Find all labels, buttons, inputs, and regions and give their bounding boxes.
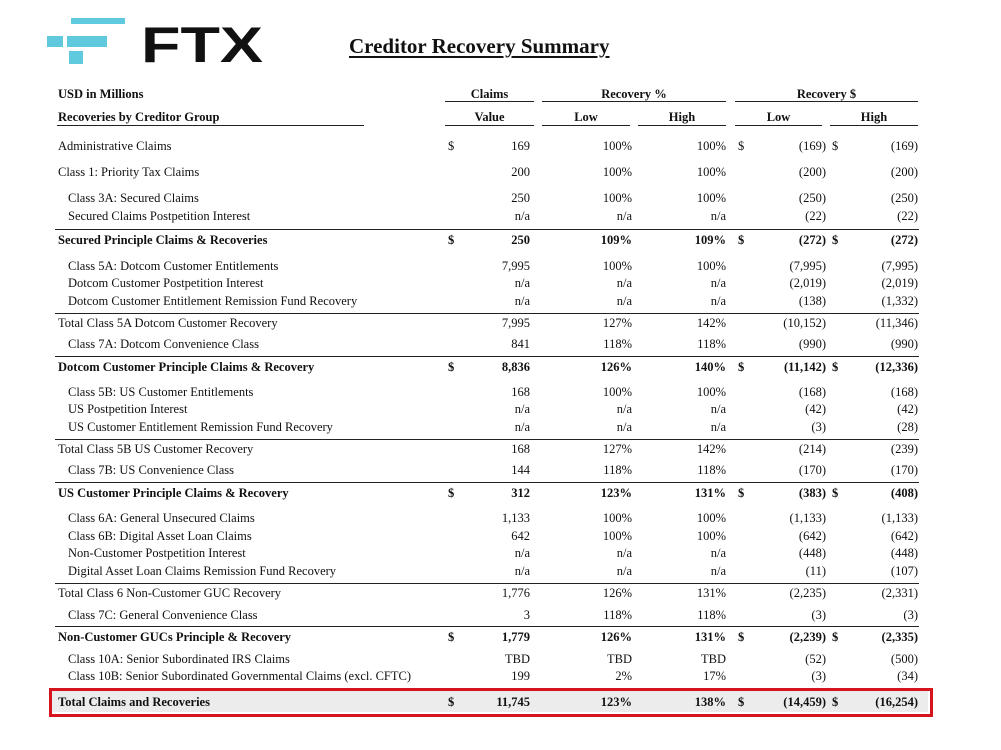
row-label: US Postpetition Interest	[68, 402, 188, 416]
cell-rl: (642)	[798, 529, 826, 543]
section-rule	[55, 482, 919, 483]
cell-ph: 100%	[696, 385, 726, 399]
cell-rl: (250)	[798, 191, 826, 205]
cell-pl: 118%	[603, 337, 632, 351]
row-label: Total Class 5A Dotcom Customer Recovery	[58, 316, 278, 330]
cell-claims: 1,779	[501, 630, 530, 644]
header-recovery-pct-rule	[542, 101, 726, 102]
row-label: Non-Customer GUCs Principle & Recovery	[58, 630, 292, 644]
cell-claims: n/a	[514, 546, 530, 560]
row-label: Class 7B: US Convenience Class	[68, 463, 234, 477]
cell-ph: 118%	[697, 608, 726, 622]
cell-pl: 100%	[602, 529, 632, 543]
cell-claims: n/a	[514, 402, 530, 416]
cell-claims: 7,995	[501, 259, 530, 273]
cell-d3: $	[832, 360, 839, 374]
cell-d3: $	[832, 486, 839, 500]
header-group-underline	[57, 125, 364, 126]
cell-d3: $	[832, 233, 839, 247]
cell-d1: $	[448, 139, 455, 153]
cell-claims: 312	[511, 486, 530, 500]
cell-claims: n/a	[514, 564, 530, 578]
cell-rh: (12,336)	[875, 360, 918, 374]
header-usd-high: High	[860, 110, 888, 124]
row-label: Total Claims and Recoveries	[58, 695, 210, 709]
cell-rh: (2,335)	[881, 630, 918, 644]
cell-d2: $	[738, 630, 745, 644]
cell-rh: (239)	[890, 442, 918, 456]
row-label: US Customer Principle Claims & Recovery	[58, 486, 289, 500]
cell-rh: (1,332)	[881, 294, 918, 308]
cell-pl: 126%	[600, 360, 632, 374]
cell-pl: n/a	[616, 209, 632, 223]
cell-rl: (3)	[811, 420, 826, 434]
cell-d3: $	[832, 695, 839, 709]
cell-pl: 123%	[600, 695, 632, 709]
row-label: Secured Principle Claims & Recoveries	[58, 233, 268, 247]
cell-rh: (250)	[890, 191, 918, 205]
logo-bar-top	[71, 18, 125, 24]
logo-bar-bottom	[69, 51, 83, 64]
row-label: Class 10A: Senior Subordinated IRS Claims	[68, 652, 290, 666]
cell-rl: (200)	[798, 165, 826, 179]
cell-claims: 169	[511, 139, 530, 153]
cell-pl: 123%	[600, 486, 632, 500]
header-claims: Claims	[470, 87, 509, 101]
cell-d1: $	[448, 695, 455, 709]
cell-ph: n/a	[710, 276, 726, 290]
row-label: Secured Claims Postpetition Interest	[68, 209, 251, 223]
cell-pl: 100%	[602, 191, 632, 205]
cell-claims: n/a	[514, 209, 530, 223]
section-rule	[55, 313, 919, 314]
cell-d1: $	[448, 233, 455, 247]
cell-claims: 200	[511, 165, 530, 179]
cell-rl: (2,239)	[789, 630, 826, 644]
cell-ph: 100%	[696, 191, 726, 205]
cell-claims: 199	[511, 669, 530, 683]
header-claims-rule	[445, 101, 534, 102]
cell-ph: 100%	[696, 165, 726, 179]
cell-rl: (22)	[805, 209, 826, 223]
cell-claims: 841	[511, 337, 530, 351]
row-label: Digital Asset Loan Claims Remission Fund Recovery	[68, 564, 337, 578]
cell-ph: n/a	[710, 420, 726, 434]
section-rule	[55, 229, 919, 230]
cell-rh: (448)	[890, 546, 918, 560]
cell-pl: 127%	[602, 442, 632, 456]
cell-pl: n/a	[616, 546, 632, 560]
cell-ph: n/a	[710, 546, 726, 560]
logo-bar-left	[47, 36, 63, 47]
cell-pl: 126%	[600, 630, 632, 644]
ftx-logo	[47, 16, 267, 66]
cell-pl: n/a	[616, 420, 632, 434]
cell-rh: (642)	[890, 529, 918, 543]
cell-rh: (16,254)	[875, 695, 918, 709]
cell-ph: n/a	[710, 402, 726, 416]
logo-bar-middle	[67, 36, 107, 47]
cell-ph: 142%	[696, 442, 726, 456]
row-label: Class 6A: General Unsecured Claims	[68, 511, 255, 525]
row-label: Dotcom Customer Principle Claims & Recovery	[58, 360, 315, 374]
cell-ph: n/a	[710, 294, 726, 308]
cell-claims: 1,776	[501, 586, 530, 600]
cell-rh: (2,331)	[881, 586, 918, 600]
header-pct-high-rule	[638, 125, 726, 126]
cell-d1: $	[448, 630, 455, 644]
cell-rh: (11,346)	[875, 316, 918, 330]
cell-claims: 11,745	[496, 695, 530, 709]
cell-rl: (14,459)	[783, 695, 826, 709]
cell-rl: (11)	[805, 564, 826, 578]
header-pct-low-rule	[542, 125, 630, 126]
cell-pl: TBD	[607, 652, 632, 666]
cell-rl: (7,995)	[789, 259, 826, 273]
cell-pl: n/a	[616, 564, 632, 578]
row-label: Dotcom Customer Postpetition Interest	[68, 276, 264, 290]
cell-ph: 142%	[696, 316, 726, 330]
cell-rl: (3)	[811, 669, 826, 683]
cell-claims: 8,836	[501, 360, 530, 374]
section-rule	[55, 626, 919, 627]
cell-rh: (42)	[897, 402, 918, 416]
cell-rh: (28)	[897, 420, 918, 434]
cell-pl: 109%	[600, 233, 632, 247]
cell-pl: n/a	[616, 276, 632, 290]
cell-rl: (138)	[798, 294, 826, 308]
cell-rl: (3)	[811, 608, 826, 622]
cell-claims: n/a	[514, 420, 530, 434]
logo-wordmark: FTX	[141, 17, 263, 66]
row-label: Administrative Claims	[58, 139, 172, 153]
cell-claims: 7,995	[501, 316, 530, 330]
total-row-highlight-box	[49, 688, 933, 717]
cell-claims: n/a	[514, 276, 530, 290]
cell-rl: (1,133)	[789, 511, 826, 525]
header-group-label: Recoveries by Creditor Group	[58, 110, 220, 124]
cell-ph: 131%	[694, 630, 726, 644]
cell-d3: $	[832, 630, 839, 644]
cell-rh: (168)	[890, 385, 918, 399]
cell-ph: n/a	[710, 564, 726, 578]
cell-rh: (169)	[890, 139, 918, 153]
cell-rh: (107)	[890, 564, 918, 578]
cell-claims: 1,133	[501, 511, 530, 525]
cell-pl: 118%	[603, 463, 632, 477]
cell-rl: (214)	[798, 442, 826, 456]
cell-pl: 118%	[603, 608, 632, 622]
cell-claims: 250	[511, 191, 530, 205]
row-label: Class 7C: General Convenience Class	[68, 608, 258, 622]
section-rule	[55, 583, 919, 584]
cell-rh: (200)	[890, 165, 918, 179]
row-label: Class 5A: Dotcom Customer Entitlements	[68, 259, 279, 273]
cell-rl: (169)	[798, 139, 826, 153]
cell-ph: 140%	[694, 360, 726, 374]
cell-ph: 100%	[696, 259, 726, 273]
cell-rh: (7,995)	[881, 259, 918, 273]
cell-claims: TBD	[505, 652, 530, 666]
cell-ph: 118%	[697, 337, 726, 351]
cell-rl: (2,019)	[789, 276, 826, 290]
header-pct-high: High	[668, 110, 696, 124]
cell-ph: 100%	[696, 139, 726, 153]
cell-ph: n/a	[710, 209, 726, 223]
cell-rl: (383)	[798, 486, 826, 500]
cell-rl: (11,142)	[783, 360, 826, 374]
cell-pl: 100%	[602, 385, 632, 399]
cell-rh: (3)	[903, 608, 918, 622]
cell-rh: (22)	[897, 209, 918, 223]
header-usd-low: Low	[766, 110, 791, 124]
cell-d1: $	[448, 360, 455, 374]
cell-pl: 100%	[602, 259, 632, 273]
cell-pl: 126%	[602, 586, 632, 600]
header-recovery-pct: Recovery %	[601, 87, 667, 101]
cell-ph: 118%	[697, 463, 726, 477]
cell-d2: $	[738, 486, 745, 500]
cell-claims: n/a	[514, 294, 530, 308]
row-label: Class 10B: Senior Subordinated Governmental Claims (excl. CFTC)	[68, 669, 412, 683]
row-label: Class 6B: Digital Asset Loan Claims	[68, 529, 252, 543]
cell-rl: (272)	[798, 233, 826, 247]
cell-claims: 3	[523, 608, 530, 622]
row-label: Non-Customer Postpetition Interest	[68, 546, 246, 560]
header-value-rule	[445, 125, 534, 126]
page-title: Creditor Recovery Summary	[349, 34, 610, 58]
cell-rh: (990)	[890, 337, 918, 351]
cell-rh: (34)	[897, 669, 918, 683]
cell-rl: (52)	[805, 652, 826, 666]
cell-d2: $	[738, 139, 745, 153]
cell-pl: 100%	[602, 139, 632, 153]
cell-rl: (168)	[798, 385, 826, 399]
row-label: Class 7A: Dotcom Convenience Class	[68, 337, 259, 351]
cell-rl: (448)	[798, 546, 826, 560]
header-usd-low-rule	[735, 125, 822, 126]
row-label: Dotcom Customer Entitlement Remission Fund Recovery	[68, 294, 358, 308]
cell-pl: 2%	[615, 669, 632, 683]
header-pct-low: Low	[574, 110, 598, 124]
cell-rl: (170)	[798, 463, 826, 477]
cell-rh: (272)	[890, 233, 918, 247]
cell-rl: (10,152)	[783, 316, 826, 330]
cell-ph: 17%	[703, 669, 726, 683]
header-usd-high-rule	[830, 125, 918, 126]
row-label: Total Class 6 Non-Customer GUC Recovery	[58, 586, 282, 600]
cell-pl: n/a	[616, 294, 632, 308]
cell-pl: 100%	[602, 511, 632, 525]
header-unit: USD in Millions	[58, 87, 144, 101]
cell-d2: $	[738, 695, 745, 709]
cell-rh: (408)	[890, 486, 918, 500]
cell-rl: (42)	[805, 402, 826, 416]
row-label: US Customer Entitlement Remission Fund Recovery	[68, 420, 333, 434]
cell-ph: 131%	[696, 586, 726, 600]
cell-claims: 250	[511, 233, 530, 247]
row-label: Class 1: Priority Tax Claims	[58, 165, 200, 179]
cell-ph: 100%	[696, 511, 726, 525]
section-rule	[55, 356, 919, 357]
cell-ph: 100%	[696, 529, 726, 543]
cell-rh: (500)	[890, 652, 918, 666]
header-recovery-usd-rule	[735, 101, 918, 102]
cell-d3: $	[832, 139, 839, 153]
cell-claims: 168	[511, 385, 530, 399]
cell-d2: $	[738, 360, 745, 374]
header-value: Value	[474, 110, 505, 124]
cell-d2: $	[738, 233, 745, 247]
row-label: Class 5B: US Customer Entitlements	[68, 385, 254, 399]
cell-rl: (990)	[798, 337, 826, 351]
cell-claims: 642	[511, 529, 530, 543]
cell-pl: n/a	[616, 402, 632, 416]
row-label: Class 3A: Secured Claims	[68, 191, 199, 205]
cell-claims: 144	[511, 463, 530, 477]
row-label: Total Class 5B US Customer Recovery	[58, 442, 254, 456]
cell-d1: $	[448, 486, 455, 500]
header-recovery-usd: Recovery $	[796, 87, 857, 101]
cell-rl: (2,235)	[789, 586, 826, 600]
cell-pl: 100%	[602, 165, 632, 179]
cell-rh: (170)	[890, 463, 918, 477]
cell-rh: (1,133)	[881, 511, 918, 525]
cell-ph: 109%	[694, 233, 726, 247]
cell-ph: TBD	[701, 652, 726, 666]
cell-rh: (2,019)	[881, 276, 918, 290]
cell-ph: 131%	[694, 486, 726, 500]
cell-pl: 127%	[602, 316, 632, 330]
section-rule	[55, 439, 919, 440]
cell-ph: 138%	[694, 695, 726, 709]
cell-claims: 168	[511, 442, 530, 456]
